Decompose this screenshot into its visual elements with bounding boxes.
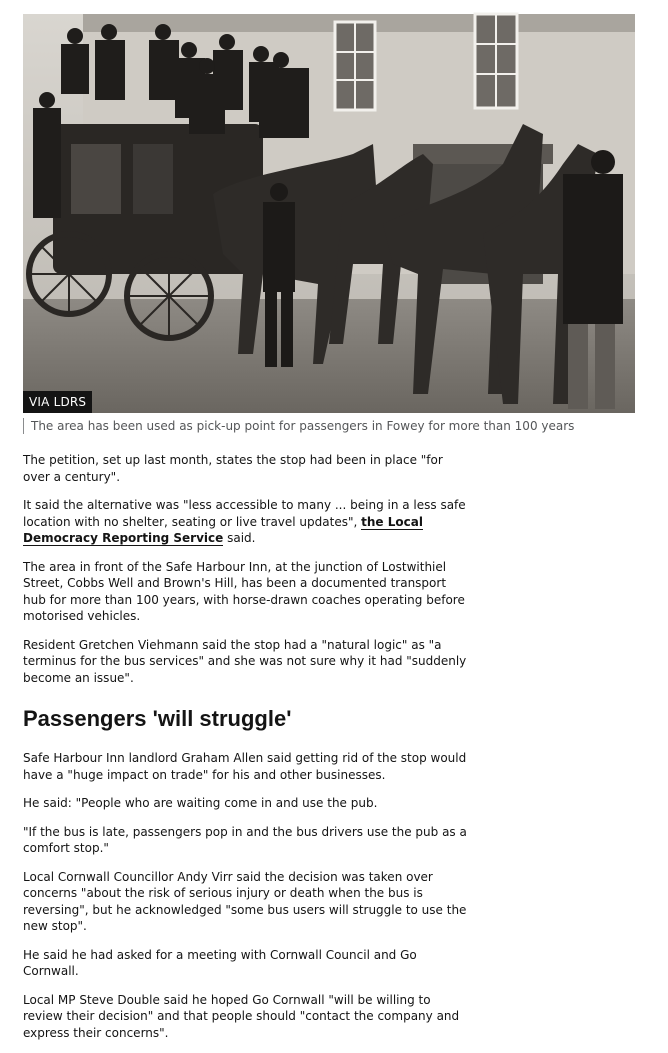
article-body [23,452,469,1053]
paragraph: Local MP Steve Double said he hoped Go Cornwall "will be willing to review their decision" and that people should "contact the company and express their concerns". [23,992,460,1040]
paragraph: He said: "People who are waiting come in and use the pub. [23,796,378,810]
paragraph: Local Cornwall Councillor Andy Virr said the decision was taken over concerns "about the risk of serious injury or death when the bus is reversing", but he acknowledged "some bus users will struggle to use the new stop". [23,869,467,933]
paragraph: Resident Gretchen Viehmann said the stop had a "natural logic" as "a terminus for the bus services" and she was not sure why it had "suddenly become an issue". [23,637,467,685]
paragraph-text: said. [223,531,256,545]
paragraph: The petition, set up last month, states the stop had been in place "for over a century". [23,453,443,484]
section-heading: Passengers 'will struggle' [23,706,292,731]
image-caption: The area has been used as pick-up point for passengers in Fowey for more than 100 years [23,418,635,434]
image-credit: VIA LDRS [23,391,92,413]
paragraph: He said he had asked for a meeting with Cornwall Council and Go Cornwall. [23,947,417,978]
paragraph: "If the bus is late, passengers pop in and the bus drivers use the pub as a comfort stop." [23,824,467,855]
paragraph: Safe Harbour Inn landlord Graham Allen said getting rid of the stop would have a "huge impact on trade" for his and other businesses. [23,751,467,782]
paragraph: The area in front of the Safe Harbour Inn, at the junction of Lostwithiel Street, Cobbs Well and Brown's Hill, has been a documented transport hub for more than 100 years, with horse-drawn coaches operating before motorised vehicles. [23,559,465,623]
article-photo [23,14,635,413]
paragraph-text: It said the alternative was "less accessible to many ... being in a less safe location with no shelter, seating or live travel updates", [23,498,466,529]
horse-drawn-coach-photo [23,14,635,413]
paragraph [23,497,469,547]
ldrs-link[interactable]: the Local Democracy Reporting Service [23,514,423,545]
